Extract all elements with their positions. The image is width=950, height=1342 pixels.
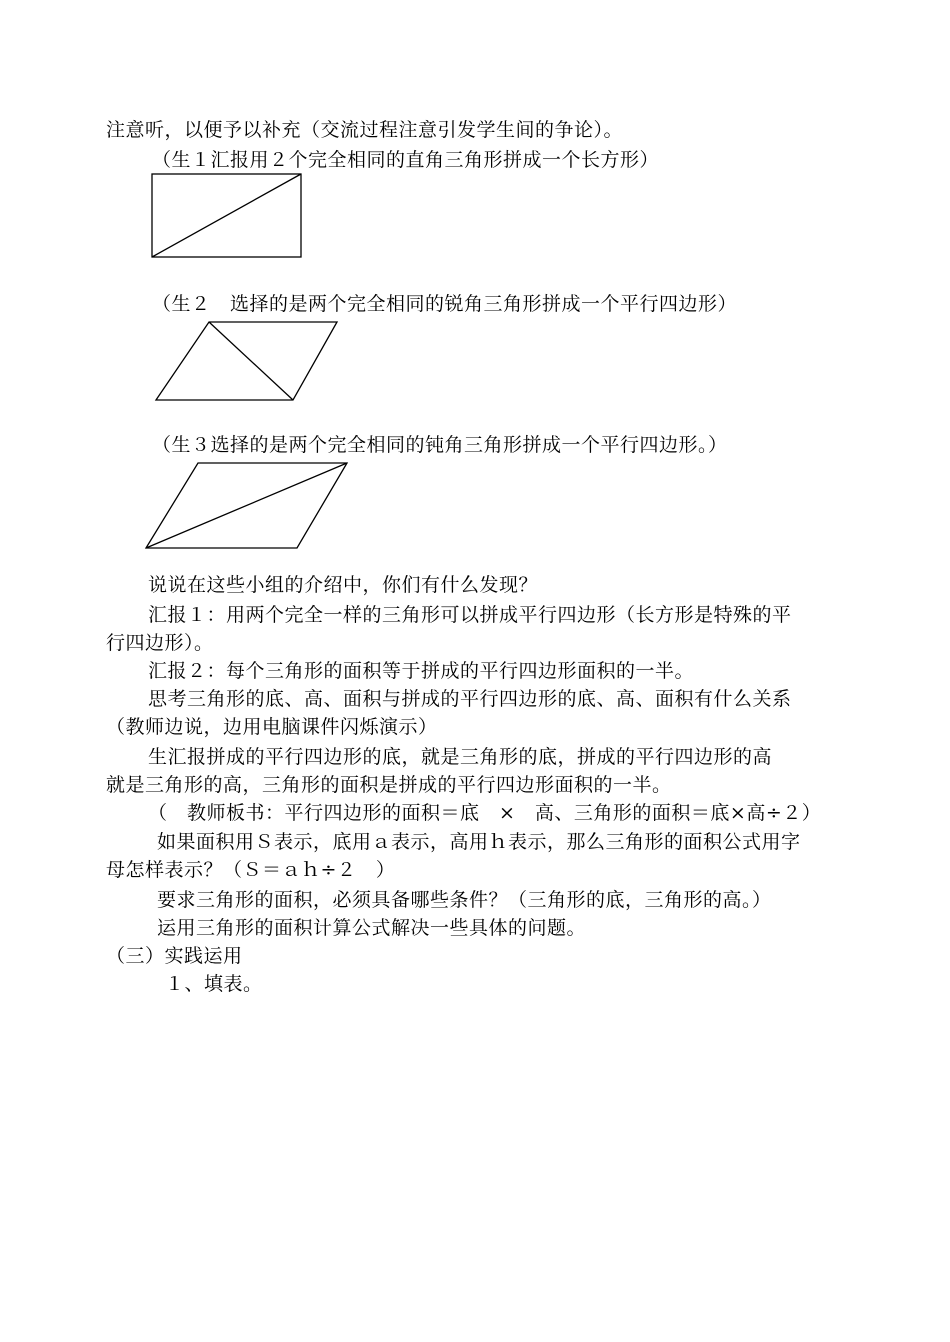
text-line: 生汇报拼成的平行四边形的底，就是三角形的底，拼成的平行四边形的高	[148, 746, 773, 768]
text-line: 要求三角形的面积，必须具备哪些条件？（三角形的底，三角形的高。）	[157, 889, 772, 911]
text-line: 汇报１：用两个完全一样的三角形可以拼成平行四边形（长方形是特殊的平	[148, 604, 792, 626]
text-line: 母怎样表示？（Ｓ＝ａｈ÷２ ）	[106, 859, 396, 881]
parallelogram-diagonal	[146, 463, 347, 548]
text-line: 汇报２：每个三角形的面积等于拼成的平行四边形面积的一半。	[148, 660, 695, 682]
text-line: 行四边形）。	[106, 632, 214, 654]
text-line: （生１汇报用２个完全相同的直角三角形拼成一个长方形）	[152, 149, 660, 171]
text-line: １、填表。	[165, 973, 263, 995]
section-heading: （三）实践运用	[106, 945, 243, 967]
text-line: 如果面积用Ｓ表示，底用ａ表示，高用ｈ表示，那么三角形的面积公式用字	[157, 831, 801, 853]
text-line: 思考三角形的底、高、面积与拼成的平行四边形的底、高、面积有什么关系	[148, 688, 792, 710]
text-line: 说说在这些小组的介绍中，你们有什么发现？	[148, 574, 539, 596]
text-line: 就是三角形的高，三角形的面积是拼成的平行四边形面积的一半。	[106, 774, 672, 796]
text-line: 注意听，以便予以补充（交流过程注意引发学生间的争论）。	[106, 119, 624, 141]
text-line: （生２ 选择的是两个完全相同的锐角三角形拼成一个平行四边形）	[152, 293, 738, 315]
text-line: （教师边说，边用电脑课件闪烁演示）	[106, 716, 438, 738]
text-line: （ 教师板书：平行四边形的面积＝底 × 高、三角形的面积＝底×高÷２）	[148, 802, 822, 824]
text-line: 运用三角形的面积计算公式解决一些具体的问题。	[157, 917, 587, 939]
text-line: （生３选择的是两个完全相同的钝角三角形拼成一个平行四边形。）	[152, 434, 728, 456]
